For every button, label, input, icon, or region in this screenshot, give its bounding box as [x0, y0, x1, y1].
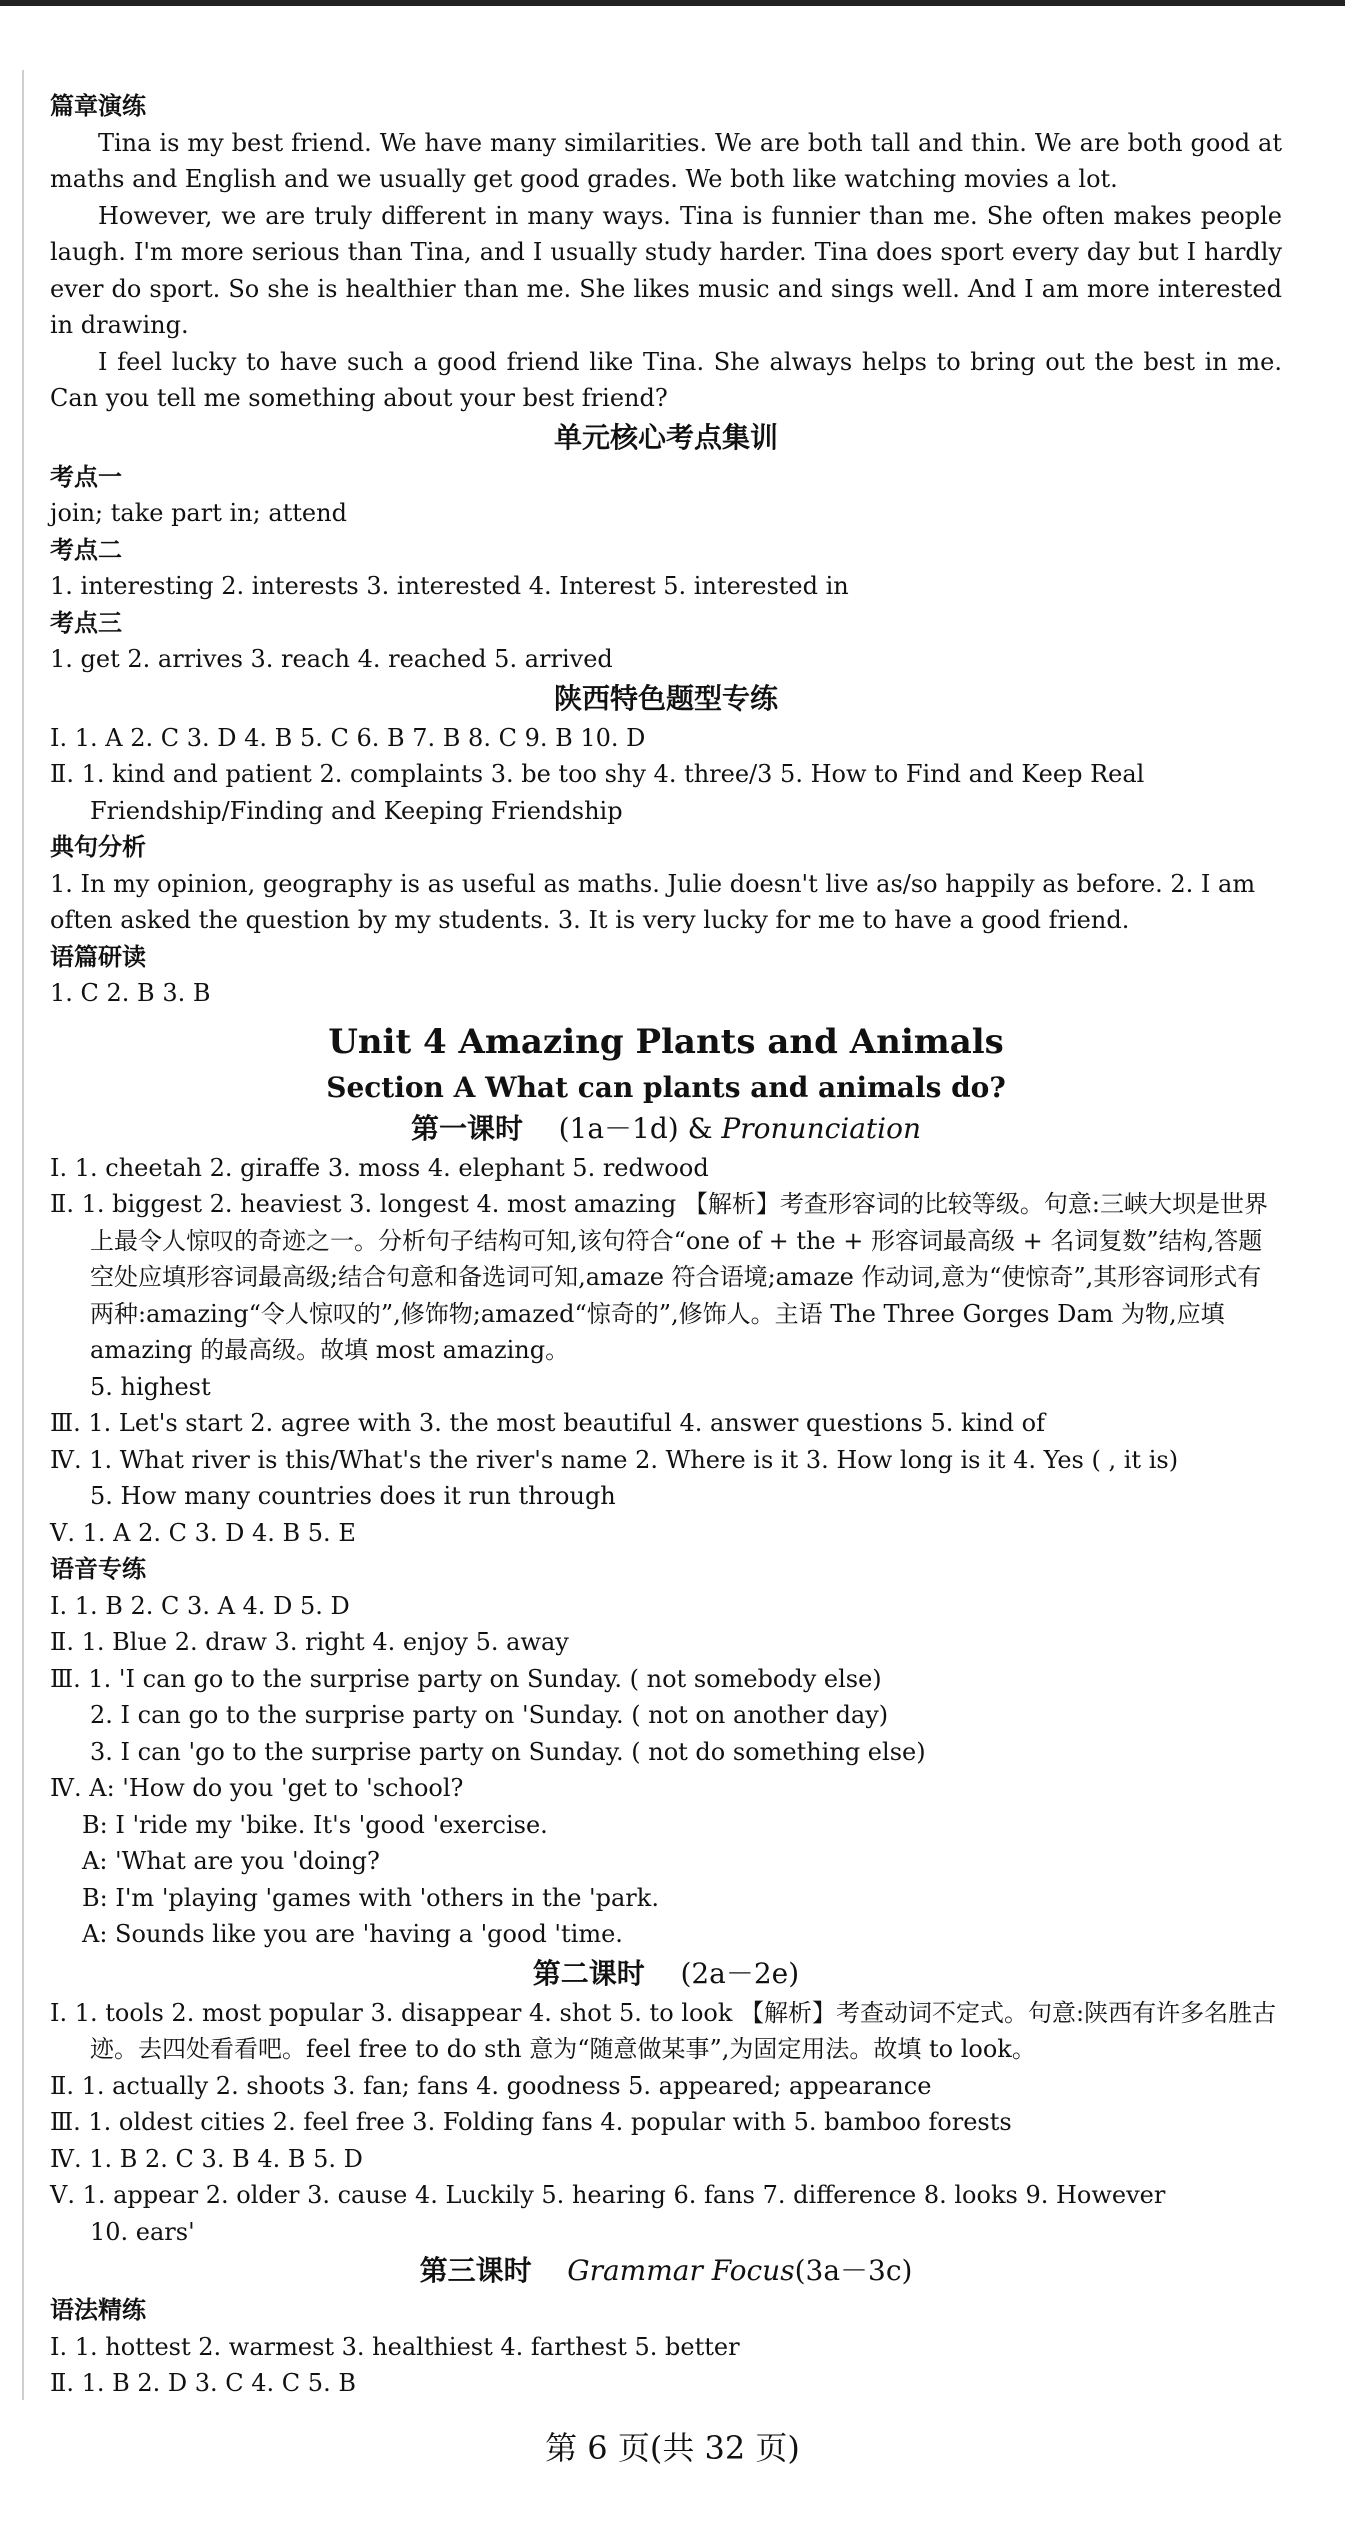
lesson-1-part-i: Ⅰ. 1. cheetah 2. giraffe 3. moss 4. elephant 5. redwood	[50, 1153, 709, 1182]
lesson-3-range: (3a－3c)	[794, 2254, 913, 2287]
text-study-answers: 1. C 2. B 3. B	[50, 979, 211, 1007]
section-title: Section A What can plants and animals do?	[326, 1070, 1006, 1104]
lesson-1-part-ii-5: 5. highest	[90, 1372, 211, 1401]
lesson-1-name: 第一课时	[410, 1111, 523, 1145]
essay-paragraph-2: However, we are truly different in many ways. Tina is funnier than me. She often makes people laugh. I'm more serious than Tina, and I usually study harder. Tina does sport every day but I hardly ever do sport. So she is healthier than me. She likes music and sings well. And I am more interested in drawing.	[50, 201, 1282, 339]
phonetics-part-iv-5: A: Sounds like you are 'having a 'good 'time.	[82, 1920, 623, 1948]
shaanxi-answers-1: Ⅰ. 1. A 2. C 3. D 4. B 5. C 6. B 7. B 8. C 9. B 10. D	[50, 723, 646, 752]
lesson-3-title	[50, 2250, 1282, 2292]
text-study-label: 语篇研读	[50, 942, 146, 971]
essay-paragraph-3: I feel lucky to have such a good friend like Tina. She always helps to bring out the best in me. Can you tell me something about your best friend?	[50, 347, 1282, 412]
top-border	[0, 0, 1345, 6]
phonetics-part-iv-1: Ⅳ. A: 'How do you 'get to 'school?	[50, 1774, 464, 1802]
phonetics-part-iii-2: 2. I can go to the surprise party on 'Sunday. ( not on another day)	[90, 1701, 889, 1729]
chapter-practice-label: 篇章演练	[50, 92, 146, 120]
key-point-2-answers: 1. interesting 2. interests 3. interested 4. Interest 5. interested in	[50, 572, 849, 600]
key-point-2-label: 考点二	[50, 535, 122, 564]
phonetics-part-iv-2: B: I 'ride my 'bike. It's 'good 'exercise.	[82, 1810, 548, 1839]
essay-paragraph-1: Tina is my best friend. We have many similarities. We are both tall and thin. We are both good at maths and English and we usually get good grades. We both like watching movies a lot.	[50, 128, 1282, 193]
lesson-1-title	[50, 1108, 1282, 1150]
key-point-3-label: 考点三	[50, 608, 122, 637]
phonetics-part-iii-1: Ⅲ. 1. 'I can go to the surprise party on Sunday. ( not somebody else)	[50, 1664, 882, 1693]
page-number: 第 6 页(共 32 页)	[545, 2429, 800, 2467]
phonetics-part-iv-4: B: I'm 'playing 'games with 'others in the 'park.	[82, 1883, 659, 1912]
lesson-3-name: 第三课时	[419, 2254, 532, 2287]
key-point-1-label: 考点一	[50, 462, 122, 491]
phonetics-label: 语音专练	[50, 1555, 146, 1583]
phonetics-part-iv-3: A: 'What are you 'doing?	[82, 1847, 380, 1875]
key-point-3-answers: 1. get 2. arrives 3. reach 4. reached 5. arrived	[50, 645, 613, 673]
shaanxi-answers-2: Ⅱ. 1. kind and patient 2. complaints 3. be too shy 4. three/3 5. How to Find and Keep Real Friendship/Finding and Keeping Friendship	[50, 760, 1145, 825]
sentence-analysis-answers: 1. In my opinion, geography is as useful as maths. Julie doesn't live as/so happily as before. 2. I am often asked the question by my students. 3. It is very lucky for me to have a good friend.	[50, 869, 1256, 934]
lesson-2-part-iii: Ⅲ. 1. oldest cities 2. feel free 3. Folding fans 4. popular with 5. bamboo forests	[50, 2108, 1012, 2136]
lesson-2-name: 第二课时	[532, 1956, 645, 1990]
lesson-1-part-iii: Ⅲ. 1. Let's start 2. agree with 3. the most beautiful 4. answer questions 5. kind of	[50, 1409, 1045, 1437]
lesson-1-part-iv: Ⅳ. 1. What river is this/What's the river's name 2. Where is it 3. How long is it 4. Yes ( , it is)	[50, 1445, 1179, 1474]
unit-title: Unit 4 Amazing Plants and Animals	[328, 1021, 1004, 1062]
lesson-2-part-ii: Ⅱ. 1. actually 2. shoots 3. fan; fans 4. goodness 5. appeared; appearance	[50, 2071, 932, 2100]
lesson-1-range: (1a－1d) &	[558, 1111, 713, 1145]
sentence-analysis-label: 典句分析	[50, 833, 146, 861]
lesson-2-part-i: Ⅰ. 1. tools 2. most popular 3. disappear 4. shot 5. to look 【解析】考查动词不定式。句意:陕西有许多名胜古迹。去四处看看吧。feel free to do sth 意为“随意做某事”,为固定用法。故填 to look。	[50, 1998, 1277, 2063]
phonetics-part-i: Ⅰ. 1. B 2. C 3. A 4. D 5. D	[50, 1591, 350, 1620]
lesson-2-title	[50, 1953, 1282, 1995]
lesson-1-part-ii: Ⅱ. 1. biggest 2. heaviest 3. longest 4. most amazing 【解析】考查形容词的比较等级。句意:三峡大坝是世界上最令人惊叹的奇迹之一。分析句子结构可知,该句符合“one of + the + 形容词最高级 + 名词复数”结构,答题空处应填形容词最高级;结合句意和备选词可知,amaze 符合语境;amaze 作动词,意为“使惊奇”,其形容词形式有两种:amazing“令人惊叹的”,修饰物;amazed“惊奇的”,修饰人。主语 The Three Gorges Dam 为物,应填 amazing 的最高级。故填 most amazing。	[50, 1190, 1268, 1364]
lesson-2-part-iv: Ⅳ. 1. B 2. C 3. B 4. B 5. D	[50, 2144, 363, 2173]
lesson-2-range: (2a－2e)	[680, 1956, 800, 1990]
lesson-3-part-ii: Ⅱ. 1. B 2. D 3. C 4. C 5. B	[50, 2369, 356, 2397]
lesson-3-topic: Grammar Focus	[567, 2254, 795, 2287]
lesson-1-part-iv-5: 5. How many countries does it run through	[90, 1482, 616, 1510]
shaanxi-heading: 陕西特色题型专练	[553, 681, 778, 715]
lesson-1-part-v: Ⅴ. 1. A 2. C 3. D 4. B 5. E	[50, 1518, 356, 1547]
key-point-1-answers: join; take part in; attend	[50, 499, 347, 527]
lesson-2-part-v: Ⅴ. 1. appear 2. older 3. cause 4. Luckily 5. hearing 6. fans 7. difference 8. looks 9. However	[50, 2181, 1166, 2209]
left-margin-line	[22, 70, 24, 2400]
grammar-practice-label: 语法精练	[50, 2296, 146, 2324]
lesson-3-part-i: Ⅰ. 1. hottest 2. warmest 3. healthiest 4. farthest 5. better	[50, 2332, 740, 2361]
lesson-2-part-v-10: 10. ears'	[90, 2217, 195, 2246]
lesson-1-topic: Pronunciation	[721, 1111, 922, 1145]
phonetics-part-iii-3: 3. I can 'go to the surprise party on Sunday. ( not do something else)	[90, 1737, 926, 1766]
page-content	[50, 88, 1282, 2402]
phonetics-part-ii: Ⅱ. 1. Blue 2. draw 3. right 4. enjoy 5. away	[50, 1628, 569, 1656]
unit-review-heading: 单元核心考点集训	[553, 420, 778, 454]
